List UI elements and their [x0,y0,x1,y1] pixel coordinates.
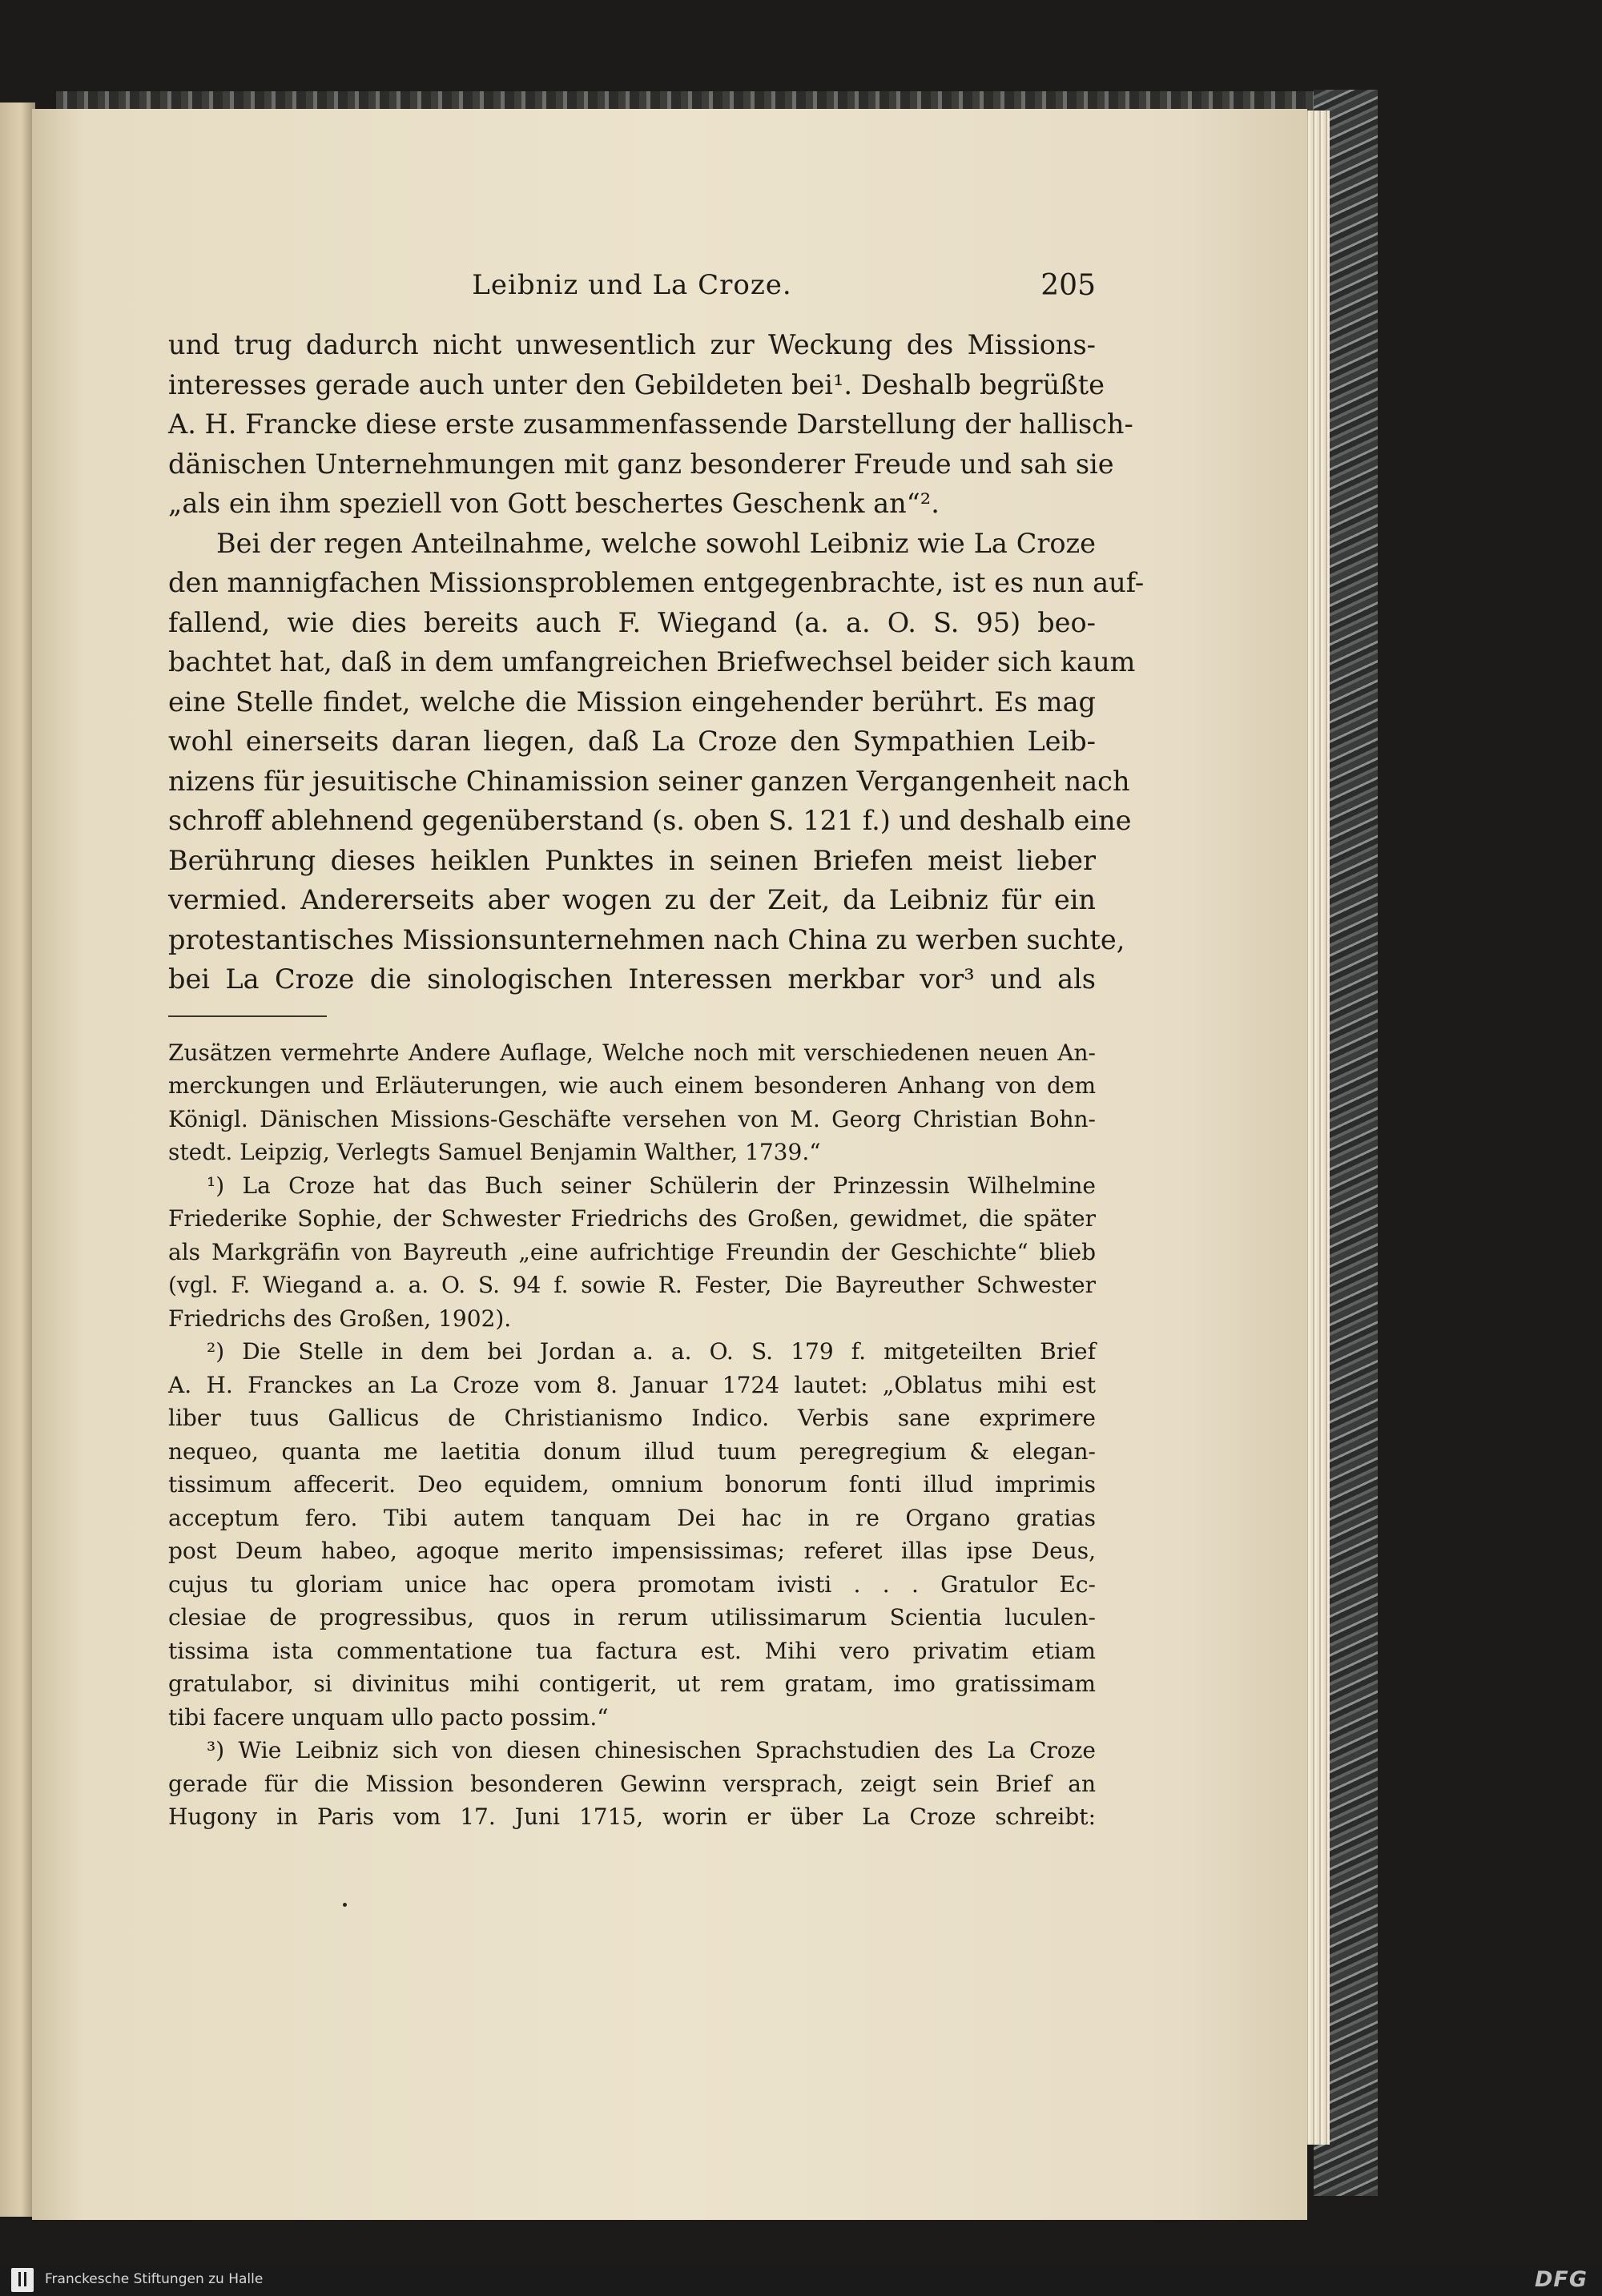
page-text [168,269,1145,1834]
body-line: bei La Croze die sinologischen Interessen merkbar vor³ und als [168,963,1096,995]
footer-credit: Franckesche Stiftungen zu Halle [45,2271,264,2287]
footnote-line: post Deum habeo, agoque merito impensissimas; referet illas ipse Deus, [168,1538,1096,1564]
body-line: und trug dadurch nicht unwesentlich zur Weckung des Missions- [168,329,1096,360]
running-head: Leibniz und La Croze. [472,269,792,301]
body-line: wohl einerseits daran liegen, daß La Croze den Sympathien Leib- [168,726,1096,757]
body-line: dänischen Unternehmungen mit ganz besonderer Freude und sah sie [168,448,1114,480]
footnote-line: ²) Die Stelle in dem bei Jordan a. a. O. S. 179 f. mitgeteilten Brief [207,1338,1096,1365]
footnote-line: liber tuus Gallicus de Christianismo Indico. Verbis sane exprimere [168,1405,1096,1431]
footnote-line: Friedrichs des Großen, 1902). [168,1305,512,1332]
footnote-line: (vgl. F. Wiegand a. a. O. S. 94 f. sowie R. Fester, Die Bayreuther Schwester [168,1272,1096,1298]
footnote-line: stedt. Leipzig, Verlegts Samuel Benjamin Walther, 1739.“ [168,1139,821,1165]
footnote-line: cujus tu gloriam unice hac opera promotam ivisti . . . Gratulor Ec- [168,1570,1096,1598]
page-number: 205 [1040,269,1096,302]
footnote-line: tissima ista commentatione tua factura est. Mihi vero privatim etiam [168,1637,1096,1664]
footnote-line: A. H. Franckes an La Croze vom 8. Januar 1724 lautet: „Oblatus mihi est [168,1371,1096,1398]
footnote-line: clesiae de progressibus, quos in rerum utilissimarum Scientia luculen- [168,1604,1096,1631]
body-line: fallend, wie dies bereits auch F. Wiegand (a. a. O. S. 95) beo- [168,606,1096,638]
dfg-badge: DFG [1534,2267,1588,2292]
footnotes [168,1036,1096,1834]
footnote-line: tissimum affecerit. Deo equidem, omnium bonorum fonti illud imprimis [168,1471,1096,1498]
footnote-line: Zusätzen vermehrte Andere Auflage, Welche noch mit verschiedenen neuen An- [168,1039,1096,1066]
footnote-line: gerade für die Mission besonderen Gewinn versprach, zeigt sein Brief an [168,1770,1096,1797]
institution-logo-icon [11,2268,34,2292]
footnote-line: Friederike Sophie, der Schwester Friedrichs des Großen, gewidmet, die später [168,1205,1096,1232]
body-line: Berührung dieses heiklen Punktes in seinen Briefen meist lieber [168,844,1096,876]
body-line: bachtet hat, daß in dem umfangreichen Briefwechsel beider sich kaum [168,646,1136,678]
body-line: A. H. Francke diese erste zusammenfassende Darstellung der hallisch- [168,408,1133,440]
footnote-rule [168,1015,327,1017]
body-line: vermied. Andererseits aber wogen zu der Zeit, da Leibniz für ein [168,884,1096,915]
body-line: eine Stelle findet, welche die Mission eingehender berührt. Es mag [168,686,1096,718]
body-line: schroff ablehnend gegenüberstand (s. oben S. 121 f.) und deshalb eine [168,805,1132,836]
body-line: den mannigfachen Missionsproblemen entgegenbrachte, ist es nun auf- [168,567,1145,598]
body-line: interesses gerade auch unter den Gebildeten bei¹. Deshalb begrüßte [168,368,1105,400]
footnote-line: ³) Wie Leibniz sich von diesen chinesischen Sprachstudien des La Croze [207,1737,1096,1763]
ink-speck [343,1903,347,1907]
footnote-line: Hugony in Paris vom 17. Juni 1715, worin er über La Croze schreibt: [168,1803,1096,1830]
previous-page-edge [0,103,35,2217]
viewer-footer [0,2263,1602,2296]
body-text [168,325,1145,999]
body-line: protestantisches Missionsunternehmen nach China zu werben suchte, [168,923,1125,955]
page-header [168,269,1096,317]
footnote-line: tibi facere unquam ullo pacto possim.“ [168,1703,609,1731]
footnote-line: gratulabor, si divinitus mihi contigerit, ut rem gratam, imo gratissimam [168,1671,1096,1697]
footnote-line: ¹) La Croze hat das Buch seiner Schülerin der Prinzessin Wilhelmine [207,1172,1096,1199]
footnote-line: Königl. Dänischen Missions-Geschäfte versehen von M. Georg Christian Bohn- [168,1105,1096,1132]
footnote-line: als Markgräfin von Bayreuth „eine aufrichtige Freundin der Geschichte“ blieb [168,1238,1096,1265]
footnote-line: merckungen und Erläuterungen, wie auch einem besonderen Anhang von dem [168,1072,1096,1099]
footnote-line: nequeo, quanta me laetitia donum illud tuum peregregium & elegan- [168,1438,1096,1465]
footnote-line: acceptum fero. Tibi autem tanquam Dei hac in re Organo gratias [168,1504,1096,1531]
body-line: nizens für jesuitische Chinamission seiner ganzen Vergangenheit nach [168,765,1130,797]
body-line: „als ein ihm speziell von Gott beschertes Geschenk an“². [168,488,940,519]
body-line: Bei der regen Anteilnahme, welche sowohl Leibniz wie La Croze [216,527,1096,559]
